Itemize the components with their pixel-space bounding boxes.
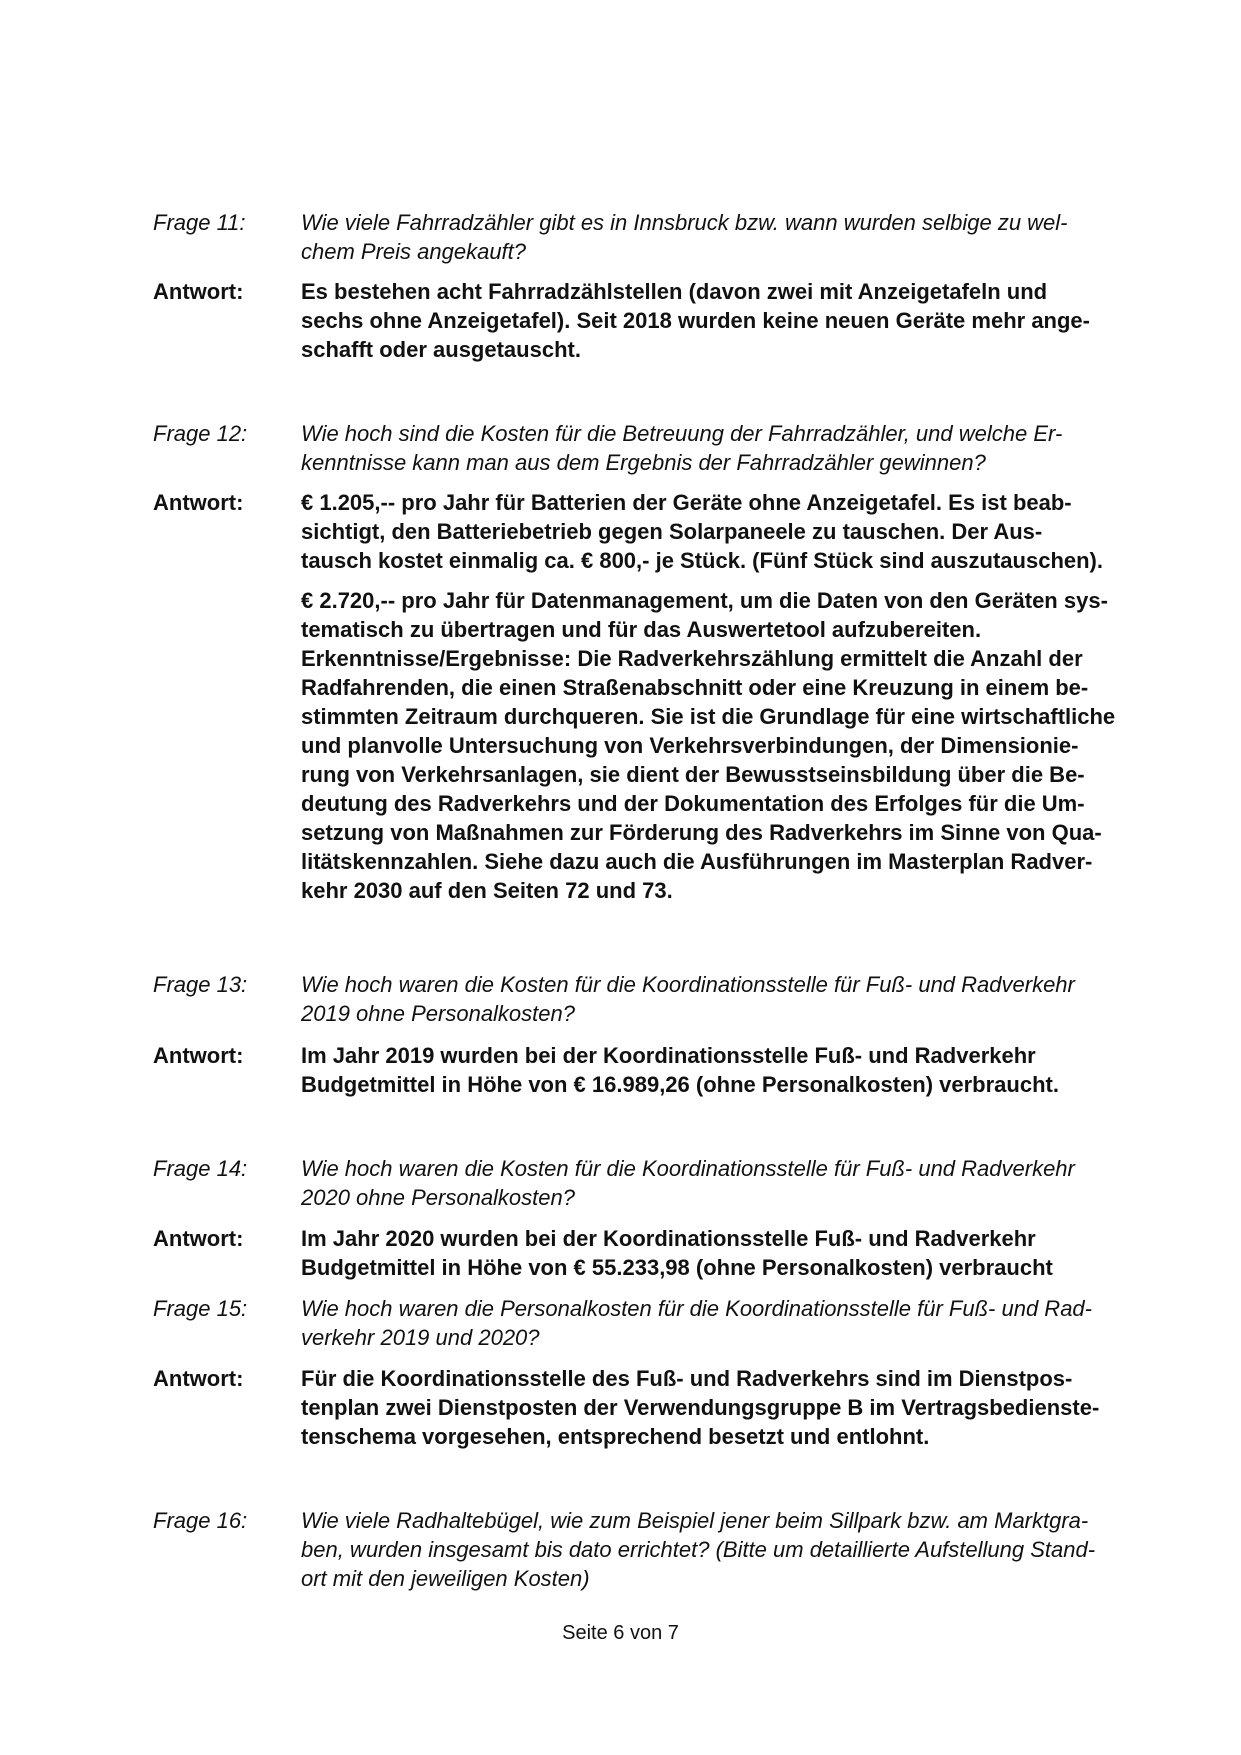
answer-text-line: Budgetmittel in Höhe von € 55.233,98 (ohne Personalkosten) verbraucht xyxy=(301,1255,1053,1280)
answer-label: Antwort: xyxy=(153,1366,244,1391)
answer-label: Antwort: xyxy=(153,1226,244,1251)
question-text-line: Wie viele Radhaltebügel, wie zum Beispiel jener beim Sillpark bzw. am Marktgra- xyxy=(301,1508,1089,1533)
question-text-line: 2020 ohne Personalkosten? xyxy=(301,1185,575,1210)
question-text-line: 2019 ohne Personalkosten? xyxy=(301,1001,575,1026)
answer-text-line: tausch kostet einmalig ca. € 800,- je Stück. (Fünf Stück sind auszutauschen). xyxy=(301,548,1103,573)
answer-text-line: litätskennzahlen. Siehe dazu auch die Ausführungen im Masterplan Radver- xyxy=(301,849,1093,874)
question-text-line: Wie viele Fahrradzähler gibt es in Innsbruck bzw. wann wurden selbige zu wel- xyxy=(301,210,1068,235)
question-text-line: ort mit den jeweiligen Kosten) xyxy=(301,1566,590,1591)
answer-text-line: kehr 2030 auf den Seiten 72 und 73. xyxy=(301,878,673,903)
answer-text-line: Für die Koordinationsstelle des Fuß- und Radverkehrs sind im Dienstpos- xyxy=(301,1366,1073,1391)
answer-text-line: tenschema vorgesehen, entsprechend besetzt und entlohnt. xyxy=(301,1424,930,1449)
answer-text-line: Erkenntnisse/Ergebnisse: Die Radverkehrszählung ermittelt die Anzahl der xyxy=(301,646,1083,671)
answer-text-line: € 1.205,-- pro Jahr für Batterien der Geräte ohne Anzeigetafel. Es ist beab- xyxy=(301,490,1072,515)
question-label: Frage 14: xyxy=(153,1156,248,1181)
question-text-line: Wie hoch waren die Kosten für die Koordinationsstelle für Fuß- und Radverkehr xyxy=(301,1156,1075,1181)
question-label: Frage 12: xyxy=(153,421,248,446)
answer-text-line: sechs ohne Anzeigetafel). Seit 2018 wurden keine neuen Geräte mehr ange- xyxy=(301,308,1090,333)
question-label: Frage 15: xyxy=(153,1296,248,1321)
answer-label: Antwort: xyxy=(153,279,244,304)
question-text-line: kenntnisse kann man aus dem Ergebnis der Fahrradzähler gewinnen? xyxy=(301,450,986,475)
page-number: Seite 6 von 7 xyxy=(562,1622,679,1644)
answer-text-line: stimmten Zeitraum durchqueren. Sie ist die Grundlage für eine wirtschaftliche xyxy=(301,704,1116,729)
answer-text-line: tenplan zwei Dienstposten der Verwendungsgruppe B im Vertragsbedienste- xyxy=(301,1395,1100,1420)
answer-text-line: Im Jahr 2020 wurden bei der Koordinationsstelle Fuß- und Radverkehr xyxy=(301,1226,1036,1251)
answer-text-line: tematisch zu übertragen und für das Auswertetool aufzubereiten. xyxy=(301,617,982,642)
answer-text-line: und planvolle Untersuchung von Verkehrsverbindungen, der Dimensionie- xyxy=(301,733,1079,758)
question-text-line: chem Preis angekauft? xyxy=(301,239,527,264)
answer-text-line: Radfahrenden, die einen Straßenabschnitt oder eine Kreuzung in einem be- xyxy=(301,675,1089,700)
question-text-line: ben, wurden insgesamt bis dato errichtet? (Bitte um detaillierte Aufstellung Stand- xyxy=(301,1537,1096,1562)
question-text-line: Wie hoch waren die Personalkosten für die Koordinationsstelle für Fuß- und Rad- xyxy=(301,1296,1092,1321)
answer-label: Antwort: xyxy=(153,490,244,515)
question-label: Frage 11: xyxy=(153,210,246,235)
answer-text-line: setzung von Maßnahmen zur Förderung des Radverkehrs im Sinne von Qua- xyxy=(301,820,1102,845)
question-text-line: verkehr 2019 und 2020? xyxy=(301,1325,540,1350)
answer-text-line: Es bestehen acht Fahrradzählstellen (davon zwei mit Anzeigetafeln und xyxy=(301,279,1048,304)
question-text-line: Wie hoch waren die Kosten für die Koordinationsstelle für Fuß- und Radverkehr xyxy=(301,972,1075,997)
question-text-line: Wie hoch sind die Kosten für die Betreuung der Fahrradzähler, und welche Er- xyxy=(301,421,1063,446)
answer-text-line: sichtigt, den Batteriebetrieb gegen Solarpaneele zu tauschen. Der Aus- xyxy=(301,519,1043,544)
answer-text-line: Im Jahr 2019 wurden bei der Koordinationsstelle Fuß- und Radverkehr xyxy=(301,1043,1036,1068)
question-label: Frage 13: xyxy=(153,972,248,997)
answer-label: Antwort: xyxy=(153,1043,244,1068)
answer-text-line: schafft oder ausgetauscht. xyxy=(301,337,581,362)
answer-text-line: deutung des Radverkehrs und der Dokumentation des Erfolges für die Um- xyxy=(301,791,1085,816)
answer-text-line: rung von Verkehrsanlagen, sie dient der Bewusstseinsbildung über die Be- xyxy=(301,762,1085,787)
question-label: Frage 16: xyxy=(153,1508,248,1533)
answer-text-line: Budgetmittel in Höhe von € 16.989,26 (ohne Personalkosten) verbraucht. xyxy=(301,1072,1059,1097)
answer-text-line: € 2.720,-- pro Jahr für Datenmanagement, um die Daten von den Geräten sys- xyxy=(301,588,1108,613)
